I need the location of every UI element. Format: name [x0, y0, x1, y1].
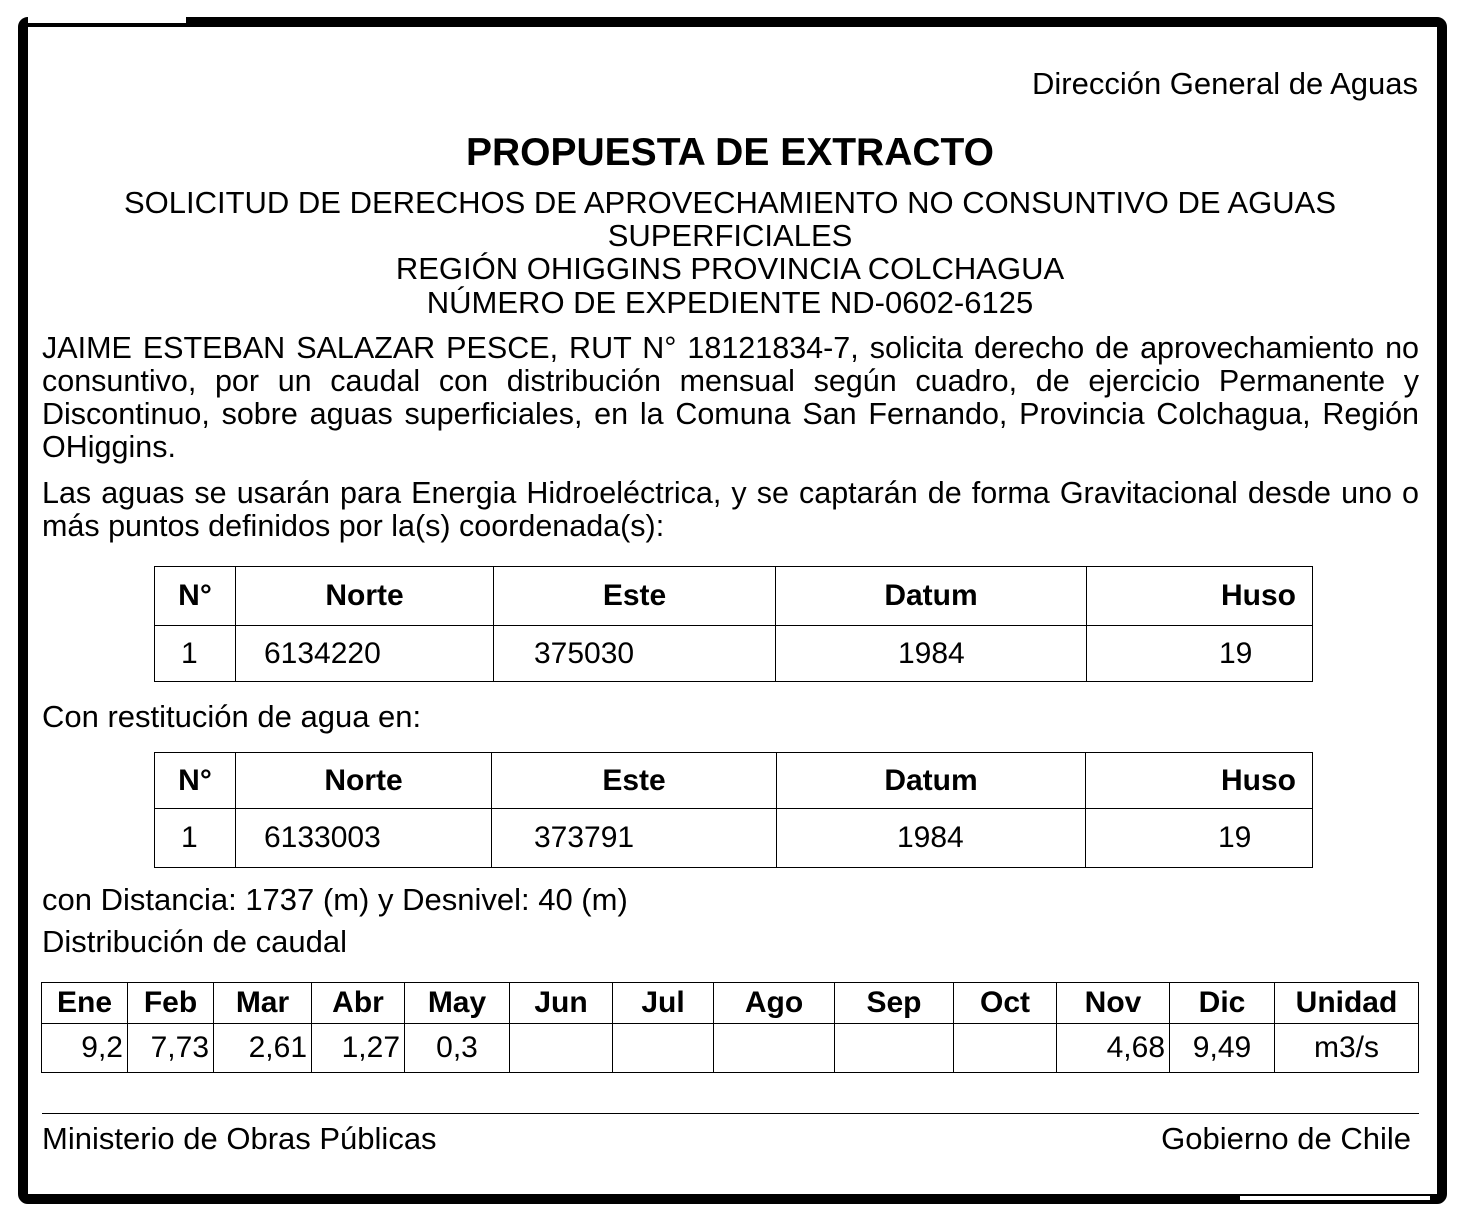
month-header: Mar [214, 983, 312, 1024]
subtitle-line: SOLICITUD DE DERECHOS DE APROVECHAMIENTO NO CONSUNTIVO DE AGUAS [123, 185, 1337, 220]
table-cell: 19 [1086, 809, 1313, 868]
file-number-line: NÚMERO DE EXPEDIENTE ND-0602-6125 [426, 285, 1034, 320]
flow-value [835, 1024, 954, 1073]
header-cell: Datum [777, 753, 1086, 809]
table-cell: 6133003 [236, 809, 492, 868]
capture-coordinates-table [154, 566, 1313, 682]
header-cell: Huso [1087, 567, 1313, 626]
header-cell: Norte [236, 753, 492, 809]
usage-paragraph: Las aguas se usarán para Energia Hidroeléctrica, y se captarán de forma Gravitacional desde uno o más puntos definidos por la(s) coordenada(s): [42, 476, 1419, 543]
footer-divider [42, 1113, 1419, 1114]
month-header: May [405, 983, 510, 1024]
flow-unit: m3/s [1275, 1024, 1419, 1073]
government-name: Gobierno de Chile [1161, 1121, 1411, 1156]
month-header: Jul [613, 983, 714, 1024]
table-row [42, 1024, 1419, 1073]
header-cell: Este [492, 753, 777, 809]
agency-name: Dirección General de Aguas [1031, 66, 1418, 101]
header-cell: Este [494, 567, 776, 626]
table-cell: 19 [1087, 626, 1313, 682]
document-title: PROPUESTA DE EXTRACTO [465, 131, 994, 174]
table-cell: 6134220 [236, 626, 494, 682]
flow-value: 4,68 [1057, 1024, 1170, 1073]
header-cell: Datum [776, 567, 1087, 626]
month-header: Ago [714, 983, 835, 1024]
header-cell: N° [155, 753, 236, 809]
month-header: Sep [835, 983, 954, 1024]
subtitle-line: SUPERFICIALES [607, 218, 853, 253]
table-cell: 1 [155, 809, 236, 868]
table-row [155, 809, 1313, 868]
applicant-paragraph: JAIME ESTEBAN SALAZAR PESCE, RUT N° 18121834-7, solicita derecho de aprovechamiento no consuntivo, por un caudal con distribución mensual según cuadro, de ejercicio Permanente y Discontinuo, sobre aguas superficiales, en la Comuna San Fernando, Provincia Colchagua, Región OHiggins. [42, 331, 1419, 464]
region-line: REGIÓN OHIGGINS PROVINCIA COLCHAGUA [395, 251, 1065, 286]
unit-header: Unidad [1275, 983, 1419, 1024]
month-header: Nov [1057, 983, 1170, 1024]
table-header-row [42, 983, 1419, 1024]
flow-value: 2,61 [214, 1024, 312, 1073]
month-header: Abr [312, 983, 405, 1024]
month-header: Dic [1170, 983, 1275, 1024]
flow-distribution-table [41, 982, 1419, 1073]
flow-value [714, 1024, 835, 1073]
month-header: Oct [954, 983, 1057, 1024]
table-header-row [155, 753, 1313, 809]
table-cell: 1 [155, 626, 236, 682]
frame-notch [1240, 1196, 1430, 1200]
frame-notch [28, 17, 186, 23]
flow-value: 0,3 [405, 1024, 510, 1073]
month-header: Jun [510, 983, 613, 1024]
frame-notch [1240, 31, 1430, 37]
distance-line: con Distancia: 1737 (m) y Desnivel: 40 (m) [42, 882, 628, 917]
header-cell: Norte [236, 567, 494, 626]
table-row [155, 626, 1313, 682]
frame-notch [28, 1184, 186, 1190]
table-header-row [155, 567, 1313, 626]
month-header: Feb [128, 983, 214, 1024]
restitution-label: Con restitución de agua en: [42, 699, 422, 734]
flow-value: 9,49 [1170, 1024, 1275, 1073]
flow-value: 9,2 [42, 1024, 128, 1073]
table-cell: 1984 [777, 809, 1086, 868]
flow-value: 7,73 [128, 1024, 214, 1073]
table-cell: 1984 [776, 626, 1087, 682]
flow-value [613, 1024, 714, 1073]
month-header: Ene [42, 983, 128, 1024]
table-cell: 375030 [494, 626, 776, 682]
flow-value [954, 1024, 1057, 1073]
restitution-coordinates-table [154, 752, 1313, 868]
flow-value: 1,27 [312, 1024, 405, 1073]
ministry-name: Ministerio de Obras Públicas [42, 1121, 437, 1156]
distribution-label: Distribución de caudal [42, 924, 348, 959]
header-cell: Huso [1086, 753, 1313, 809]
table-cell: 373791 [492, 809, 777, 868]
flow-value [510, 1024, 613, 1073]
header-cell: N° [155, 567, 236, 626]
